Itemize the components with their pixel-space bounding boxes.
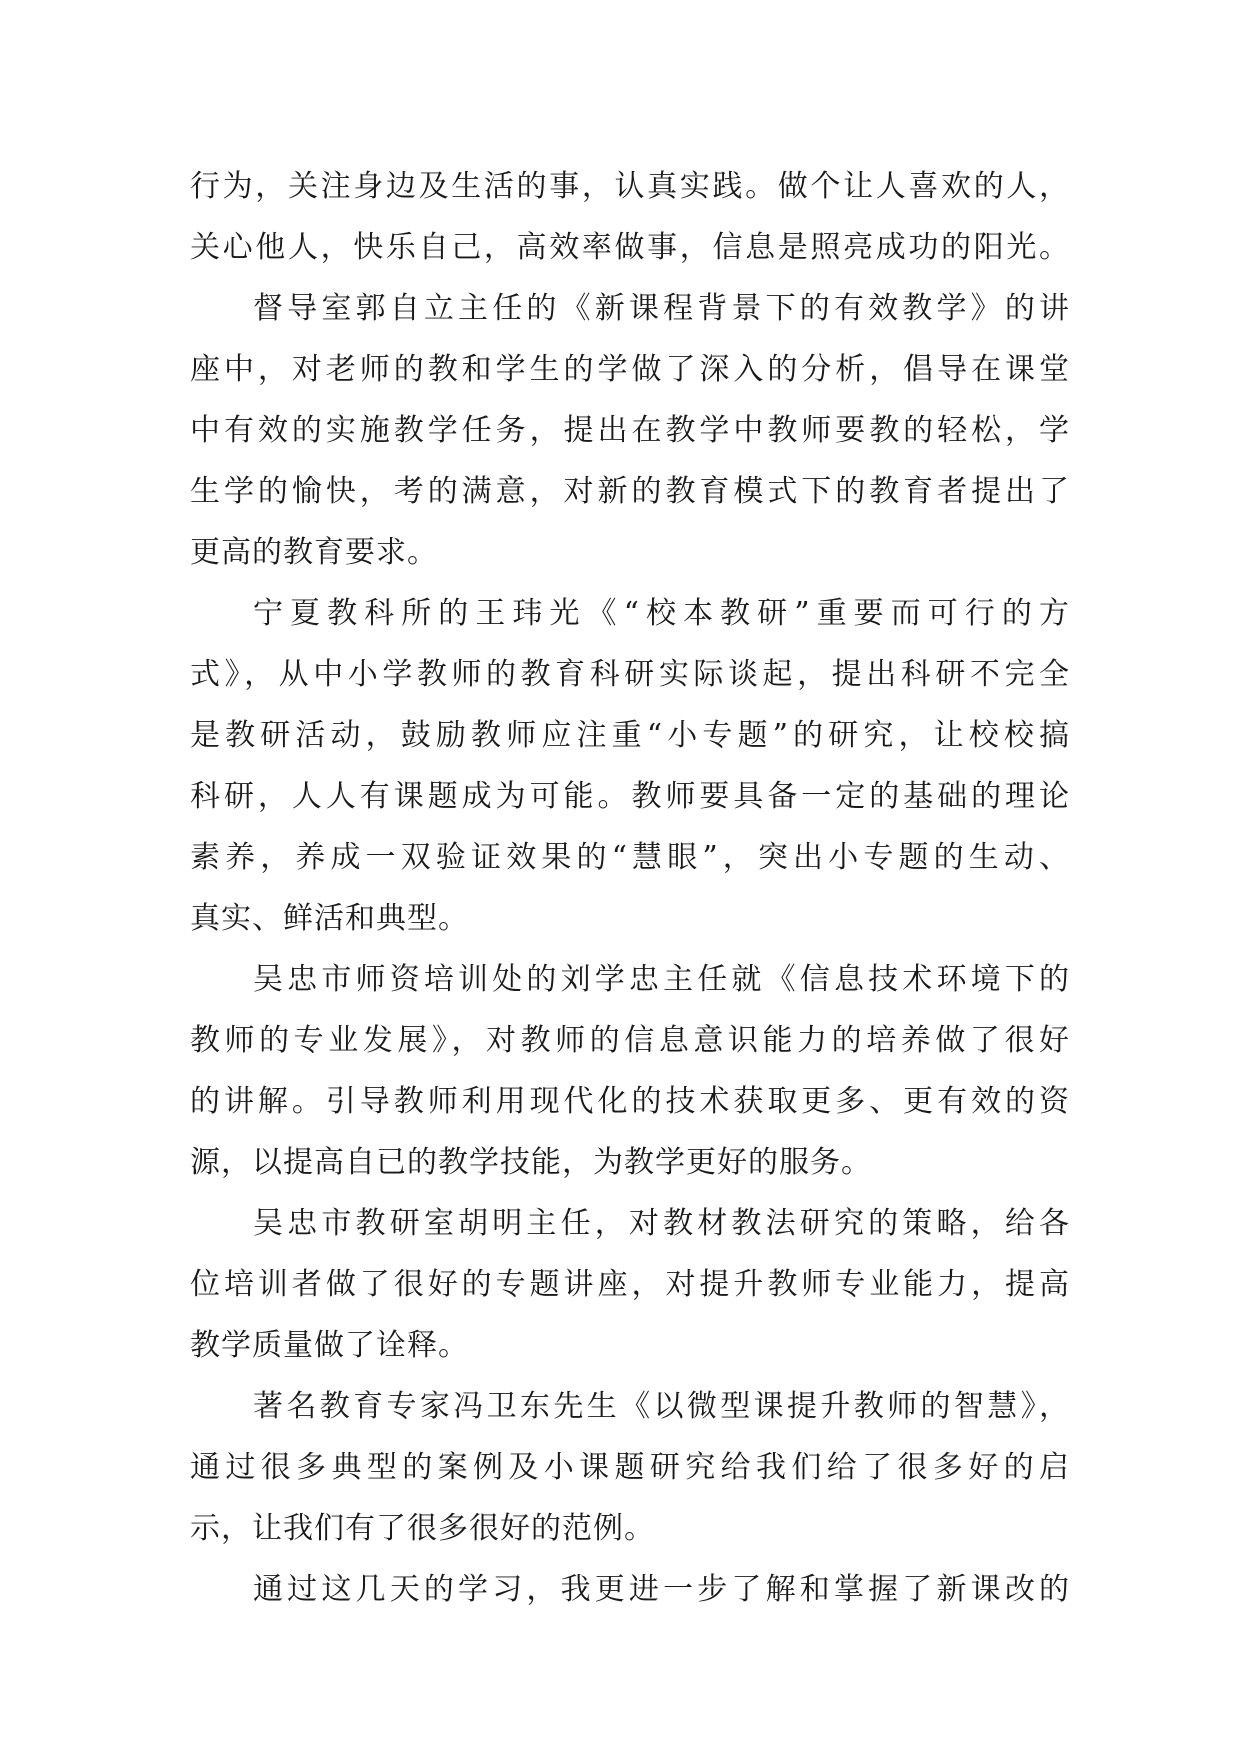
text-line: 式》，从中小学教师的教育科研实际谈起，提出科研不完全 — [190, 657, 1070, 692]
text-line: 素养，养成一双验证效果的“慧眼”，突出小专题的生动、 — [190, 840, 1070, 875]
paragraph — [190, 156, 1070, 278]
text-line: 座中，对老师的教和学生的学做了深入的分析，倡导在课堂 — [190, 352, 1070, 387]
text-line: 中有效的实施教学任务，提出在教学中教师要教的轻松，学 — [190, 413, 1070, 448]
text-line: 关心他人，快乐自己，高效率做事，信息是照亮成功的阳光。 — [190, 230, 1070, 265]
text-line: 通过这几天的学习，我更进一步了解和掌握了新课改的 — [253, 1572, 1070, 1607]
paragraph — [190, 583, 1070, 949]
text-line: 教学质量做了诠释。 — [190, 1328, 469, 1363]
text-line: 源，以提高自已的教学技能，为教学更好的服务。 — [190, 1145, 872, 1180]
text-line: 的讲解。引导教师利用现代化的技术获取更多、更有效的资 — [190, 1084, 1070, 1119]
text-line: 著名教育专家冯卫东先生《以微型课提升教师的智慧》， — [253, 1389, 1070, 1424]
document-body — [190, 156, 1070, 1620]
text-line: 更高的教育要求。 — [190, 535, 438, 570]
text-line: 是教研活动，鼓励教师应注重“小专题”的研究，让校校搞 — [190, 718, 1070, 753]
text-line: 生学的愉快，考的满意，对新的教育模式下的教育者提出了 — [190, 474, 1070, 509]
paragraph — [190, 1559, 1070, 1620]
text-line: 吴忠市师资培训处的刘学忠主任就《信息技术环境下的 — [253, 962, 1070, 997]
text-line: 督导室郭自立主任的《新课程背景下的有效教学》的讲 — [253, 291, 1070, 326]
text-line: 科研，人人有课题成为可能。教师要具备一定的基础的理论 — [190, 779, 1070, 814]
paragraph — [190, 278, 1070, 583]
text-line: 宁夏教科所的王玮光《“校本教研”重要而可行的方 — [253, 596, 1070, 631]
paragraph — [190, 1193, 1070, 1376]
text-line: 行为，关注身边及生活的事，认真实践。做个让人喜欢的人， — [190, 169, 1070, 204]
text-line: 真实、鲜活和典型。 — [190, 901, 469, 936]
text-line: 教师的专业发展》，对教师的信息意识能力的培养做了很好 — [190, 1023, 1070, 1058]
paragraph — [190, 949, 1070, 1193]
text-line: 示，让我们有了很多很好的范例。 — [190, 1511, 655, 1546]
text-line: 吴忠市教研室胡明主任，对教材教法研究的策略，给各 — [253, 1206, 1070, 1241]
paragraph — [190, 1376, 1070, 1559]
text-line: 位培训者做了很好的专题讲座，对提升教师专业能力，提高 — [190, 1267, 1070, 1302]
text-line: 通过很多典型的案例及小课题研究给我们给了很多好的启 — [190, 1450, 1070, 1485]
